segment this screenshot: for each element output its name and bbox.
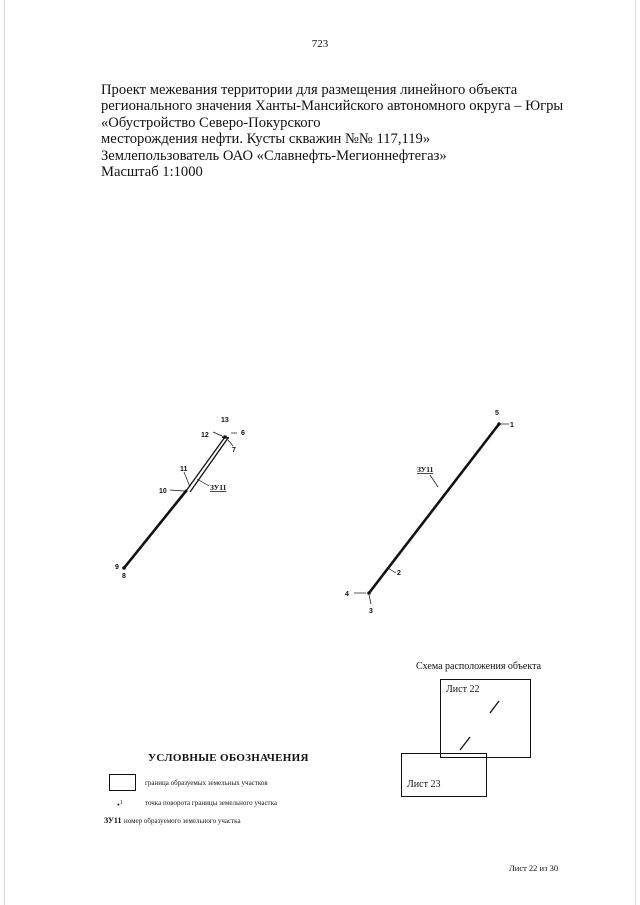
header-line: Масштаб 1:1000 — [101, 164, 203, 181]
legend-title: УСЛОВНЫЕ ОБОЗНАЧЕНИЯ — [148, 752, 309, 764]
point-label: 10 — [159, 488, 167, 495]
point-label: 7 — [232, 447, 236, 454]
page-number: 723 — [311, 38, 329, 50]
turn-point-marker — [122, 566, 126, 570]
point-label: 6 — [241, 430, 245, 437]
point-label: 1 — [510, 422, 514, 429]
legend-point-text: точка поворота границы земельного участка — [145, 799, 278, 807]
leader-line — [369, 595, 371, 604]
scheme-sheet-box-23 — [401, 753, 487, 797]
header-line: месторождения нефти. Кусты скважин №№ 117,119» — [101, 131, 431, 148]
leader-line — [430, 475, 438, 487]
scheme-title: Схема расположения объекта — [416, 661, 542, 672]
point-label: 3 — [369, 608, 373, 615]
legend-point-symbol: •$^1$ — [117, 800, 123, 810]
leader-line — [184, 472, 190, 487]
parcel-right-boundary — [369, 424, 499, 593]
point-label: 5 — [495, 410, 499, 417]
parcel-left — [115, 417, 245, 580]
legend-boundary-text: граница образуемых земельных участков — [145, 779, 268, 787]
parcel-left-boundary-main — [124, 491, 186, 568]
parcel-number-label: ЗУ11 — [417, 465, 434, 474]
header-line: «Обустройство Северо-Покурского — [101, 114, 321, 131]
leader-line — [213, 432, 222, 436]
turn-point-marker — [223, 435, 227, 439]
leader-line — [228, 440, 233, 446]
scheme-sheet-label: Лист 22 — [446, 684, 480, 695]
parcel-right — [345, 410, 514, 615]
point-label: 11 — [180, 466, 188, 473]
turn-point-marker — [185, 490, 188, 493]
legend-boundary-swatch — [109, 774, 136, 791]
sheet-footer: Лист 22 из 30 — [509, 863, 559, 873]
leader-line — [170, 490, 184, 491]
point-label: 9 — [115, 564, 119, 571]
turn-point-marker — [367, 591, 371, 595]
leader-line — [197, 479, 209, 486]
legend-point-number: 1 — [119, 800, 123, 806]
scheme-sheet-label: Лист 23 — [407, 779, 441, 790]
header-line: регионального значения Ханты-Мансийского автономного округа – Югры — [101, 98, 564, 115]
legend-parcel-text: номер образуемого земельного участка — [124, 817, 241, 825]
legend-parcel-symbol: ЗУ11 — [104, 816, 122, 825]
turn-point-marker — [497, 422, 501, 426]
point-label: 2 — [397, 570, 401, 577]
header-line: Проект межевания территории для размещения линейного объекта — [101, 82, 518, 98]
leader-line — [388, 568, 396, 573]
point-label: 13 — [221, 417, 229, 424]
point-label: 4 — [345, 591, 349, 598]
point-label: 8 — [122, 573, 126, 580]
parcel-number-label: ЗУ11 — [210, 483, 227, 492]
point-label: 12 — [201, 432, 209, 439]
header-line: Землепользователь ОАО «Славнефть-Мегионнефтегаз» — [101, 147, 447, 164]
